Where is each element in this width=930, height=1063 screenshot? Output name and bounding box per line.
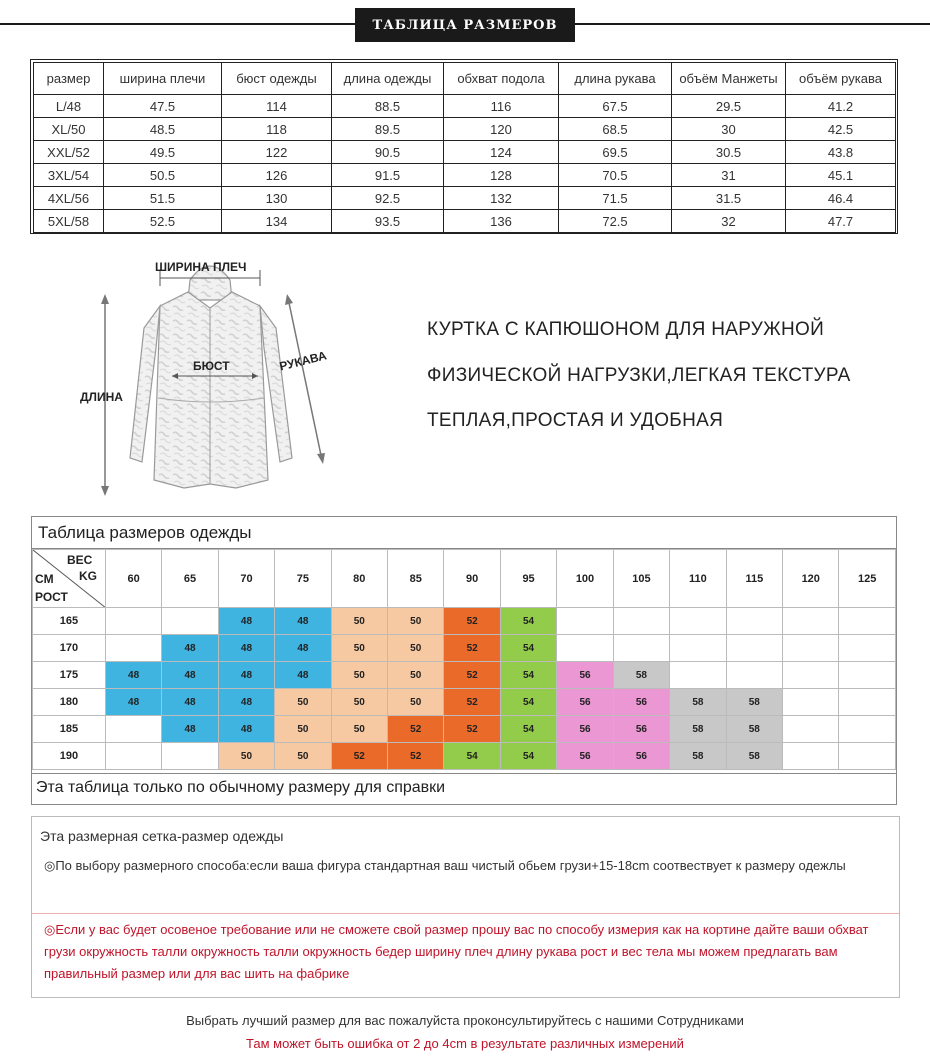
size-grid-cell: 52	[388, 743, 444, 770]
size-grid-row	[33, 743, 896, 770]
size-value-cell: 32	[672, 210, 786, 233]
description-line-2: ФИЗИЧЕСКОЙ НАГРУЗКИ,ЛЕГКАЯ ТЕКСТУРА	[427, 365, 851, 386]
size-value-cell: 42.5	[786, 118, 896, 141]
size-grid-cell: 50	[331, 608, 387, 635]
size-value-cell: 126	[222, 164, 332, 187]
size-grid-cell: 52	[444, 608, 500, 635]
size-label-cell: XL/50	[34, 118, 104, 141]
size-grid-cell: 56	[557, 662, 613, 689]
size-grid-cell: 50	[331, 662, 387, 689]
size-value-cell: 31.5	[672, 187, 786, 210]
size-grid-cell: 50	[388, 635, 444, 662]
size-grid-cell: 50	[388, 608, 444, 635]
size-value-cell: 122	[222, 141, 332, 164]
size-grid-cell: 48	[162, 635, 218, 662]
size-label-cell: 4XL/56	[34, 187, 104, 210]
size-value-cell: 30.5	[672, 141, 786, 164]
size-table-header-cell: объём Манжеты	[672, 63, 786, 95]
size-grid-title: Таблица размеров одежды	[32, 517, 896, 549]
notes-custom: ◎Если у вас будет осовеное требование или не сможете свой размер прошу вас по способу измерия как на кортине дайте ваши обхват грузи окружность талли окружность талли окружность бедер ширину плеч длину рукава рост и вес тела мы можем предлагать вам правильный размер или для вас шить на фабрике	[44, 922, 869, 981]
size-grid-cell: 48	[218, 662, 274, 689]
size-value-cell: 52.5	[104, 210, 222, 233]
size-grid-cell	[726, 662, 782, 689]
weight-header-cell: 95	[500, 550, 556, 608]
weight-header-cell: 105	[613, 550, 669, 608]
size-value-cell: 132	[444, 187, 559, 210]
size-value-cell: 91.5	[332, 164, 444, 187]
length-label: ДЛИНА	[80, 390, 123, 404]
size-grid-cell: 58	[726, 689, 782, 716]
size-grid-cell: 56	[557, 743, 613, 770]
size-grid-cell: 48	[105, 662, 161, 689]
description-line-3: ТЕПЛАЯ,ПРОСТАЯ И УДОБНАЯ	[427, 410, 724, 431]
size-table-header	[34, 63, 896, 95]
size-grid-cell	[783, 662, 839, 689]
size-table	[33, 62, 896, 233]
jacket-diagram	[60, 248, 400, 508]
size-table-header-cell: бюст одежды	[222, 63, 332, 95]
size-value-cell: 134	[222, 210, 332, 233]
size-value-cell: 67.5	[559, 95, 672, 118]
size-value-cell: 69.5	[559, 141, 672, 164]
weight-header-cell: 110	[670, 550, 726, 608]
size-grid-cell	[726, 608, 782, 635]
size-grid-cell: 50	[275, 743, 331, 770]
size-grid-cell: 50	[275, 716, 331, 743]
size-value-cell: 93.5	[332, 210, 444, 233]
size-grid-cell	[783, 689, 839, 716]
notes-heading: Эта размерная сетка-размер одежды	[40, 828, 284, 844]
size-grid-cell: 56	[557, 689, 613, 716]
size-value-cell: 31	[672, 164, 786, 187]
size-value-cell: 43.8	[786, 141, 896, 164]
size-grid-cell: 50	[331, 716, 387, 743]
notes-divider	[32, 913, 899, 914]
corner-kg-label: KG	[79, 569, 97, 583]
weight-header-cell: 85	[388, 550, 444, 608]
size-label-cell: L/48	[34, 95, 104, 118]
size-grid	[32, 549, 896, 770]
size-grid-cell: 48	[162, 716, 218, 743]
size-value-cell: 116	[444, 95, 559, 118]
weight-header-cell: 125	[839, 550, 896, 608]
size-grid-cell: 48	[275, 608, 331, 635]
size-grid-cell: 56	[613, 743, 669, 770]
size-table-row	[34, 95, 896, 118]
consult-note: Выбрать лучший размер для вас пожалуйста проконсультируйтесь с нашими Сотрудниками	[186, 1013, 744, 1028]
weight-header-cell: 100	[557, 550, 613, 608]
size-grid-cell: 54	[444, 743, 500, 770]
size-value-cell: 90.5	[332, 141, 444, 164]
size-value-cell: 47.5	[104, 95, 222, 118]
size-grid-cell: 54	[500, 608, 556, 635]
size-value-cell: 49.5	[104, 141, 222, 164]
size-grid-cell: 58	[613, 662, 669, 689]
size-value-cell: 89.5	[332, 118, 444, 141]
size-value-cell: 47.7	[786, 210, 896, 233]
size-value-cell: 70.5	[559, 164, 672, 187]
size-table-row	[34, 187, 896, 210]
size-table-body	[34, 95, 896, 233]
size-grid-cell	[162, 743, 218, 770]
error-note: Там может быть ошибка от 2 до 4cm в результате различных измерений	[246, 1036, 684, 1051]
corner-weight-label: ВЕС	[67, 553, 93, 567]
size-value-cell: 114	[222, 95, 332, 118]
weight-header-cell: 90	[444, 550, 500, 608]
size-table-header-cell: ширина плечи	[104, 63, 222, 95]
size-label-cell: XXL/52	[34, 141, 104, 164]
size-table-header-cell: объём рукава	[786, 63, 896, 95]
shoulder-label: ШИРИНА ПЛЕЧ	[155, 260, 247, 274]
size-grid-cell: 48	[162, 662, 218, 689]
size-label-cell: 3XL/54	[34, 164, 104, 187]
size-grid-cell	[557, 608, 613, 635]
weight-header-cell: 70	[218, 550, 274, 608]
size-grid-cell: 56	[613, 716, 669, 743]
height-header-cell: 190	[33, 743, 106, 770]
size-grid-cell	[105, 743, 161, 770]
size-grid-cell: 54	[500, 635, 556, 662]
size-table-header-cell: обхват подола	[444, 63, 559, 95]
size-value-cell: 45.1	[786, 164, 896, 187]
size-grid-row	[33, 608, 896, 635]
size-grid-cell: 54	[500, 716, 556, 743]
weight-header-cell: 80	[331, 550, 387, 608]
title-bar	[0, 0, 930, 48]
size-grid-cell: 48	[162, 689, 218, 716]
bust-label: БЮСТ	[193, 359, 230, 373]
size-grid-cell: 54	[500, 689, 556, 716]
height-header-cell: 165	[33, 608, 106, 635]
size-grid-cell	[839, 716, 896, 743]
size-grid-cell: 48	[218, 716, 274, 743]
size-grid-cell	[670, 608, 726, 635]
size-value-cell: 48.5	[104, 118, 222, 141]
size-grid-cell: 54	[500, 662, 556, 689]
size-grid-cell	[670, 662, 726, 689]
size-grid-cell	[783, 716, 839, 743]
size-grid-panel	[31, 516, 897, 805]
size-grid-cell: 52	[444, 635, 500, 662]
size-grid-cell	[613, 608, 669, 635]
size-table-header-cell: длина рукава	[559, 63, 672, 95]
size-grid-corner	[33, 550, 106, 608]
size-value-cell: 92.5	[332, 187, 444, 210]
size-table-row	[34, 141, 896, 164]
size-grid-cell: 56	[557, 716, 613, 743]
size-grid-cell	[783, 743, 839, 770]
corner-height-label: РОСТ	[35, 590, 68, 604]
height-header-cell: 185	[33, 716, 106, 743]
size-grid-cell	[839, 635, 896, 662]
size-value-cell: 72.5	[559, 210, 672, 233]
size-value-cell: 68.5	[559, 118, 672, 141]
notes-standard: ◎По выбору размерного способа:если ваша фигура стандартная ваш чистый обьем грузи+15-18cm соотвествует к размеру одежлы	[44, 858, 846, 873]
size-table-row	[34, 210, 896, 233]
size-grid-weight-row	[33, 550, 896, 608]
size-grid-cell	[557, 635, 613, 662]
size-grid-cell	[839, 608, 896, 635]
size-grid-cell: 48	[218, 689, 274, 716]
size-grid-cell: 48	[218, 608, 274, 635]
size-grid-cell	[162, 608, 218, 635]
size-grid-cell	[726, 635, 782, 662]
size-table-row	[34, 164, 896, 187]
description-line-1: КУРТКА С КАПЮШОНОМ ДЛЯ НАРУЖНОЙ	[427, 319, 825, 340]
size-label-cell: 5XL/58	[34, 210, 104, 233]
size-table-header-cell: длина одежды	[332, 63, 444, 95]
size-grid-cell: 58	[670, 689, 726, 716]
size-grid-cell: 58	[670, 743, 726, 770]
size-grid-cell	[783, 608, 839, 635]
size-grid-cell: 58	[670, 716, 726, 743]
size-grid-cell: 48	[105, 689, 161, 716]
size-grid-cell	[783, 635, 839, 662]
size-value-cell: 128	[444, 164, 559, 187]
size-grid-cell: 52	[331, 743, 387, 770]
size-value-cell: 30	[672, 118, 786, 141]
notes-panel	[31, 816, 900, 998]
weight-header-cell: 115	[726, 550, 782, 608]
size-value-cell: 50.5	[104, 164, 222, 187]
size-value-cell: 46.4	[786, 187, 896, 210]
size-grid-cell	[105, 716, 161, 743]
weight-header-cell: 65	[162, 550, 218, 608]
weight-header-cell: 75	[275, 550, 331, 608]
size-table-row	[34, 118, 896, 141]
height-header-cell: 170	[33, 635, 106, 662]
size-grid-footer: Эта таблица только по обычному размеру для справки	[32, 773, 896, 804]
size-grid-row	[33, 689, 896, 716]
size-grid-cell: 54	[500, 743, 556, 770]
size-grid-cell	[839, 743, 896, 770]
height-header-cell: 180	[33, 689, 106, 716]
page-title: ТАБЛИЦА РАЗМЕРОВ	[355, 8, 575, 42]
height-header-cell: 175	[33, 662, 106, 689]
size-value-cell: 29.5	[672, 95, 786, 118]
size-grid-cell: 48	[275, 635, 331, 662]
size-grid-cell: 58	[726, 743, 782, 770]
size-grid-cell: 56	[613, 689, 669, 716]
size-grid-row	[33, 716, 896, 743]
size-grid-cell: 52	[388, 716, 444, 743]
size-grid-cell: 50	[275, 689, 331, 716]
jacket-illustration	[60, 248, 400, 508]
size-value-cell: 51.5	[104, 187, 222, 210]
size-value-cell: 41.2	[786, 95, 896, 118]
size-grid-cell: 50	[388, 689, 444, 716]
size-grid-cell	[839, 689, 896, 716]
size-value-cell: 71.5	[559, 187, 672, 210]
size-grid-cell: 50	[388, 662, 444, 689]
size-grid-cell: 52	[444, 716, 500, 743]
size-grid-cell	[105, 635, 161, 662]
weight-header-cell: 60	[105, 550, 161, 608]
size-grid-cell: 50	[218, 743, 274, 770]
weight-header-cell: 120	[783, 550, 839, 608]
size-grid-cell: 52	[444, 662, 500, 689]
size-grid-cell: 52	[444, 689, 500, 716]
size-grid-row	[33, 635, 896, 662]
size-value-cell: 124	[444, 141, 559, 164]
size-value-cell: 118	[222, 118, 332, 141]
size-value-cell: 120	[444, 118, 559, 141]
size-value-cell: 88.5	[332, 95, 444, 118]
size-value-cell: 136	[444, 210, 559, 233]
size-grid-row	[33, 662, 896, 689]
size-value-cell: 130	[222, 187, 332, 210]
size-grid-cell	[839, 662, 896, 689]
size-grid-cell: 48	[275, 662, 331, 689]
size-grid-cell: 48	[218, 635, 274, 662]
sleeve-label: РУКАВА	[278, 348, 329, 374]
size-grid-cell	[670, 635, 726, 662]
size-grid-cell	[613, 635, 669, 662]
size-grid-cell	[105, 608, 161, 635]
size-grid-cell: 58	[726, 716, 782, 743]
size-grid-cell: 50	[331, 635, 387, 662]
size-table-header-cell: размер	[34, 63, 104, 95]
corner-cm-label: CM	[35, 572, 54, 586]
size-grid-cell: 50	[331, 689, 387, 716]
